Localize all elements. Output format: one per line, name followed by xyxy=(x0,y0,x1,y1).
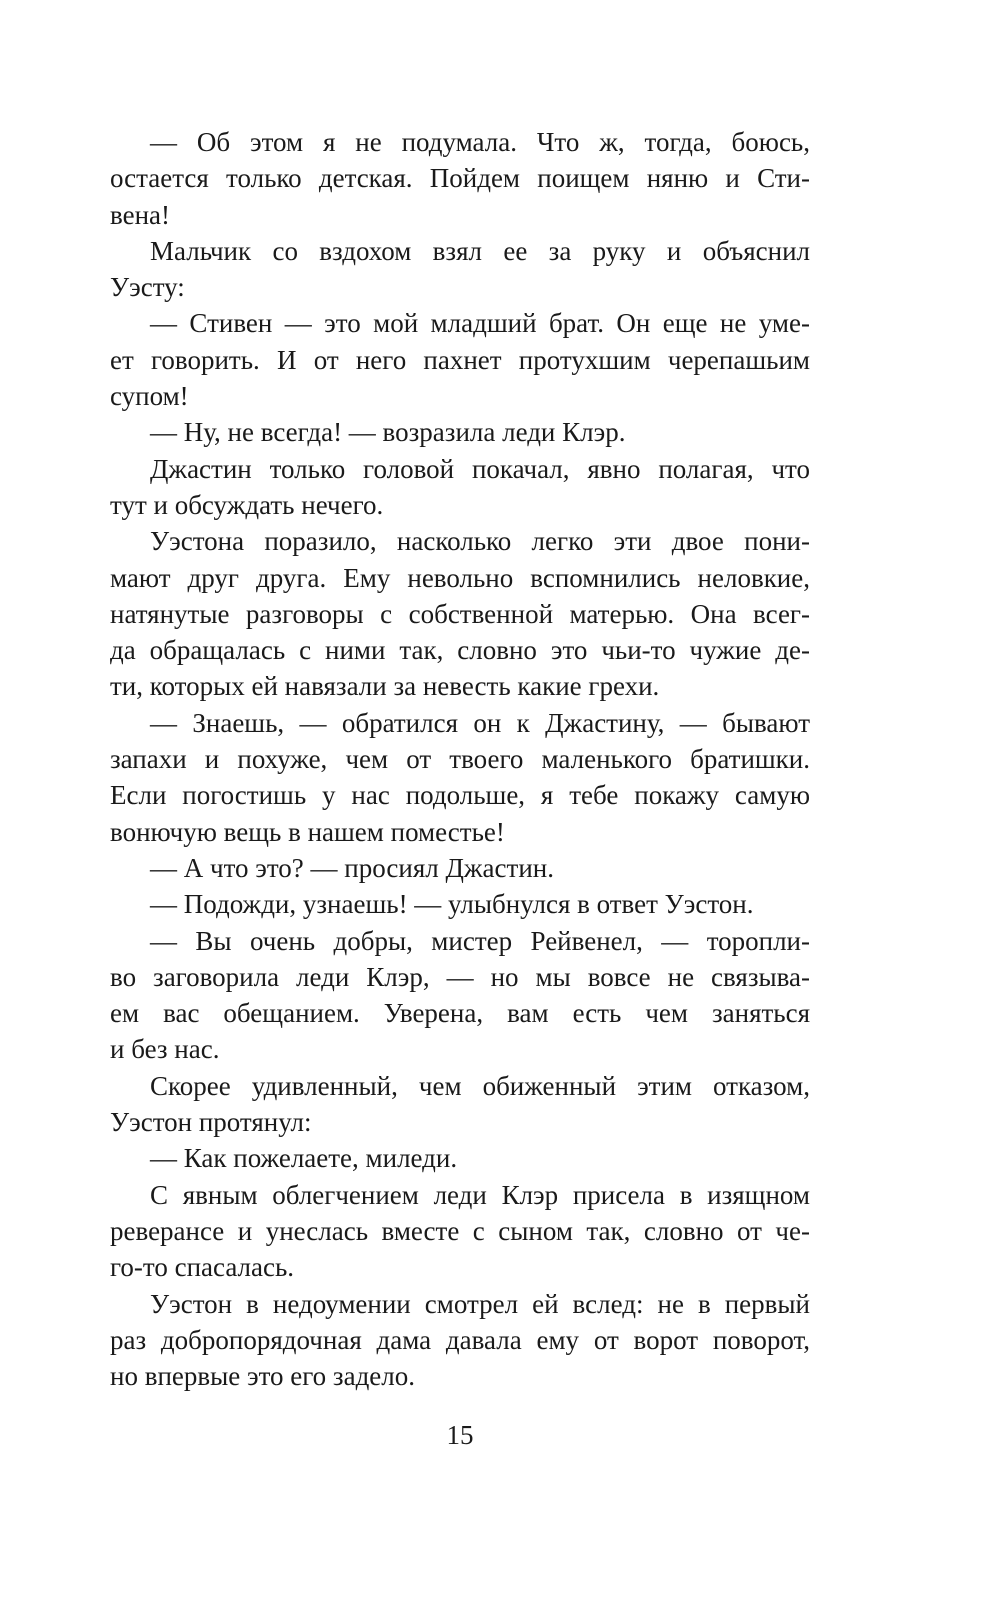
text-line: мают друг друга. Ему невольно вспомнились неловкие, xyxy=(110,562,810,593)
text-line: ет говорить. И от него пахнет протухшим черепашьим xyxy=(110,344,810,375)
text-line: Уэстон протянул: xyxy=(110,1107,312,1138)
text-line: тут и обсуждать нечего. xyxy=(110,489,384,520)
text-line: Если погостишь у нас подольше, я тебе покажу самую xyxy=(110,780,810,811)
text-line: — Об этом я не подумала. Что ж, тогда, боюсь, xyxy=(150,127,810,157)
text-line: Уэстона поразило, насколько легко эти двое пони- xyxy=(150,526,810,557)
text-line: Джастин только головой покачал, явно полагая, что xyxy=(150,453,810,484)
text-line: натянутые разговоры с собственной матерью. Она всег- xyxy=(110,598,810,629)
text-line: Мальчик со вздохом взял ее за руку и объяснил xyxy=(150,235,810,266)
text-line: Уэстон в недоумении смотрел ей вслед: не в первый xyxy=(150,1288,810,1319)
text-line: — Вы очень добры, мистер Рейвенел, — торопли- xyxy=(150,925,810,956)
text-line: во заговорила леди Клэр, — но мы вовсе не связыва- xyxy=(110,961,810,992)
text-line: ти, которых ей навязали за невесть какие грехи. xyxy=(110,671,660,702)
text-line: Уэсту: xyxy=(110,272,185,303)
text-line: — Подожди, узнаешь! — улыбнулся в ответ Уэстон. xyxy=(150,889,754,920)
text-line: — А что это? — просиял Джастин. xyxy=(150,852,554,883)
text-line: вонючую вещь в нашем поместье! xyxy=(110,816,505,847)
text-line: — Ну, не всегда! — возразила леди Клэр. xyxy=(150,417,626,448)
text-line: ем вас обещанием. Уверена, вам есть чем заняться xyxy=(110,998,810,1029)
text-line: — Стивен — это мой младший брат. Он еще не уме- xyxy=(150,308,810,339)
text-line: С явным облегчением леди Клэр присела в изящном xyxy=(150,1179,810,1210)
text-line: и без нас. xyxy=(110,1034,220,1065)
text-line: супом! xyxy=(110,381,189,412)
text-line: вена! xyxy=(110,199,170,230)
text-line: но впервые это его задело. xyxy=(110,1361,416,1392)
text-line: — Знаешь, — обратился он к Джастину, — бывают xyxy=(150,707,810,738)
text-line: го-то спасалась. xyxy=(110,1252,295,1283)
text-line: реверансе и унеслась вместе с сыном так, словно от че- xyxy=(110,1215,810,1246)
text-line: запахи и похуже, чем от твоего маленького братишки. xyxy=(110,744,810,775)
text-line: да обращалась с ними так, словно это чьи-то чужие де- xyxy=(110,635,810,666)
text-line: — Как пожелаете, миледи. xyxy=(150,1143,458,1174)
body-text xyxy=(110,124,810,1394)
page-number: 15 xyxy=(446,1420,474,1450)
text-line: раз добропорядочная дама давала ему от ворот поворот, xyxy=(110,1324,810,1355)
text-line: Скорее удивленный, чем обиженный этим отказом, xyxy=(150,1070,810,1101)
text-line: остается только детская. Пойдем поищем няню и Сти- xyxy=(110,163,810,194)
